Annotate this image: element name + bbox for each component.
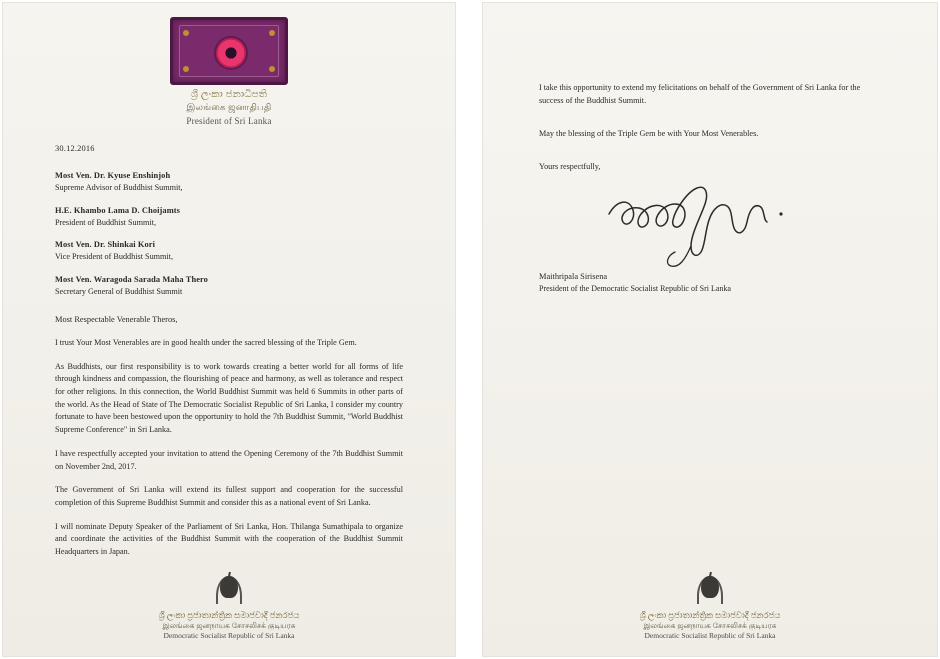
paragraph-1: I take this opportunity to extend my felicitations on behalf of the Government of Sri Lanka for the success of the Buddhist Summit.: [539, 83, 861, 106]
page-1-footer: [3, 576, 455, 640]
letter-page-2: [482, 2, 938, 657]
paragraph-1: I trust Your Most Venerables are in good health under the sacred blessing of the Triple Gem.: [55, 337, 357, 347]
letterhead-tamil: இலங்கை ஜனாதிபதி: [186, 102, 272, 112]
footer-english: Democratic Socialist Republic of Sri Lanka: [163, 631, 295, 640]
paragraph-5: I will nominate Deputy Speaker of the Parliament of Sri Lanka, Hon. Thilanga Sumathipala to organize and coordinate the activities of the Buddhist Summit with the cooperation of the Buddhist Summit Headquarters in Japan.: [55, 521, 403, 557]
addressee-name: H.E. Khambo Lama D. Choijamts: [55, 205, 181, 215]
signatory-name: Maithripala Sirisena: [539, 271, 608, 281]
letter-page-1: [2, 2, 456, 657]
letter-body-page-2: [483, 3, 937, 296]
page-2-footer: [483, 576, 937, 640]
letterhead-sinhala: ශ්‍රී ලංකා ජනාධිපති: [190, 89, 268, 100]
handwritten-signature-icon: [605, 178, 805, 274]
paragraph-3: I have respectfully accepted your invitation to attend the Opening Ceremony of the 7th Buddhist Summit on November 2nd, 2017.: [55, 448, 403, 471]
addressee-3: [55, 238, 403, 264]
sri-lanka-national-emblem-icon: [216, 576, 242, 606]
letter-body-page-1: [3, 126, 455, 559]
letterhead-english: President of Sri Lanka: [186, 116, 272, 126]
letter-date: 30.12.2016: [55, 144, 95, 153]
addressee-name: Most Ven. Waragoda Sarada Maha Thero: [55, 275, 208, 285]
sri-lanka-national-emblem-icon: [697, 576, 723, 606]
addressee-1: [55, 169, 403, 195]
addressee-title: Vice President of Buddhist Summit,: [55, 252, 173, 262]
signatory-role: President of the Democratic Socialist Republic of Sri Lanka: [539, 283, 731, 293]
addressee-name: Most Ven. Dr. Shinkai Kori: [55, 240, 156, 250]
footer-tamil: இலங்கை ஜனநாயக சோசலிசக் குடியரசு: [643, 621, 777, 630]
footer-sinhala: ශ්‍රී ලංකා ප්‍රජාතාන්ත්‍රික සමාජවාදී ජනරජය: [639, 610, 781, 620]
closing: Yours respectfully,: [539, 162, 601, 172]
addressee-name: Most Ven. Dr. Kyuse Enshinjoh: [55, 171, 171, 181]
footer-sinhala: ශ්‍රී ලංකා ප්‍රජාතාන්ත්‍රික සමාජවාදී ජනරජය: [158, 610, 300, 620]
footer-english: Democratic Socialist Republic of Sri Lanka: [644, 631, 776, 640]
paragraph-2: May the blessing of the Triple Gem be with Your Most Venerables.: [539, 129, 759, 139]
letterhead: [3, 3, 455, 126]
addressee-title: Secretary General of Buddhist Summit: [55, 287, 183, 297]
addressee-title: President of Buddhist Summit,: [55, 217, 156, 227]
paragraph-2: As Buddhists, our first responsibility is to work towards creating a better world for all forms of life through kindness and compassion, the flourishing of peace and harmony, as well as tolerance and respect for other religions. In this connection, the World Buddhist Summit was held 6 Summits in other parts of the world. As the Head of State of The Democratic Socialist Republic of Sri Lanka, I consider my country fortunate to have been bestowed upon the opportunity to hold the 7th Buddhist Summit, "World Buddhist Supreme Conference" in Sri Lanka.: [55, 361, 403, 435]
paragraph-4: The Government of Sri Lanka will extend its fullest support and cooperation for the successful completion of this Supreme Buddhist Summit and consider this as a national event of Sri Lanka.: [55, 485, 403, 507]
salutation: Most Respectable Venerable Theros,: [55, 314, 178, 324]
presidential-seal-emblem-icon: [170, 17, 288, 85]
addressee-2: [55, 204, 403, 230]
addressee-4: [55, 273, 403, 299]
addressee-title: Supreme Advisor of Buddhist Summit,: [55, 183, 183, 193]
footer-tamil: இலங்கை ஜனநாயக சோசலிசக் குடியரசு: [162, 621, 296, 630]
signature-area: [539, 182, 881, 268]
